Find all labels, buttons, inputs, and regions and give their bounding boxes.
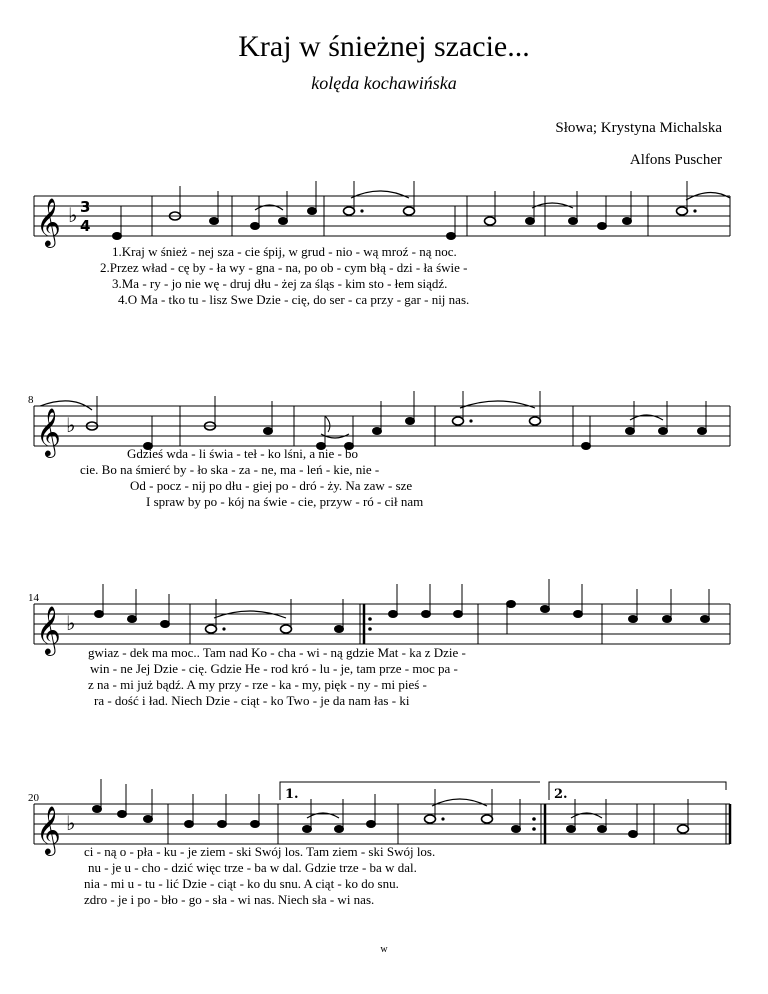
page-footer: w [380,944,388,955]
song-subtitle: kolęda kochawińska [311,73,457,93]
verse-line: Od - pocz - nij po dłu - giej po - dró - ży. Na zaw - sze [130,478,413,493]
verse-line: zdro - je i po - bło - go - sła - wi nas. Niech sła - wi nas. [84,892,375,907]
volta-brackets [280,782,726,800]
second-ending-label: 2. [554,787,568,802]
time-signature-bottom: 4 [80,217,91,235]
treble-clef: 𝄞 [36,197,61,246]
verse-line: cie. Bo na śmierć by - ło ska - za - ne, ma - leń - kie, nie - [80,462,380,477]
notes [94,579,710,634]
verse-line: z na - mi już bądź. A my przy - rze - ka - my, pięk - ny - mi pieś - [88,677,427,692]
treble-clef: 𝄞 [36,605,61,654]
notes [112,181,697,240]
song-title: Kraj w śnieżnej szacie... [238,30,530,63]
verse-line: ra - dość i ład. Niech Dzie - ciąt - ko Two - je da nam łas - ki [94,693,410,708]
verse-line: nu - je u - cho - dzić więc trze - ba w dal. Gdzie trze - ba w dal. [88,860,417,875]
verse-line: 1.Kraj w śnież - nej sza - cie śpij, w grud - nio - wą mroź - ną noc. [112,244,457,259]
verse-line: 4.O Ma - tko tu - lisz Swe Dzie - cię, do ser - ca przy - gar - nij nas. [118,292,470,307]
measure-number: 20 [28,792,39,804]
composer-credit: Alfons Puscher [629,152,722,168]
treble-clef: 𝄞 [36,805,61,854]
notes [92,779,689,838]
flat-key-signature: ♭ [66,413,76,437]
measure-number: 14 [28,592,39,604]
verse-line: 2.Przez wład - cę by - ła wy - gna - na, po ob - cym błą - dzi - ła świe - [100,260,468,275]
treble-clef: 𝄞 [36,407,61,456]
verse-line: I spraw by po - kój na świe - cie, przyw - ró - cił nam [146,494,424,509]
verse-line: Gdzieś wda - li świa - teł - ko lśni, a nie - bo [127,446,359,461]
measure-number: 8 [28,394,34,406]
time-signature-top: 3 [80,198,91,216]
verse-line: gwiaz - dek ma moc.. Tam nad Ko - cha - wi - ną gdzie Mat - ka z Dzie - [88,645,466,660]
first-ending-label: 1. [285,787,299,802]
verse-line: 3.Ma - ry - jo nie wę - druj dłu - żej za śląs - kim sto - łem siądź. [112,276,448,291]
flat-key-signature: ♭ [66,811,76,835]
flat-key-signature: ♭ [68,203,78,227]
verse-line: nia - mi u - tu - lić Dzie - ciąt - ko du snu. A ciąt - ko do snu. [84,876,399,891]
lyricist-credit: Słowa; Krystyna Michalska [555,120,722,136]
flat-key-signature: ♭ [66,611,76,635]
verse-line: ci - ną o - pła - ku - je ziem - ski Swój los. Tam ziem - ski Swój los. [84,844,436,859]
verse-line: win - ne Jej Dzie - cię. Gdzie He - rod kró - lu - je, tam prze - moc pa - [90,661,458,676]
ties [255,191,730,210]
